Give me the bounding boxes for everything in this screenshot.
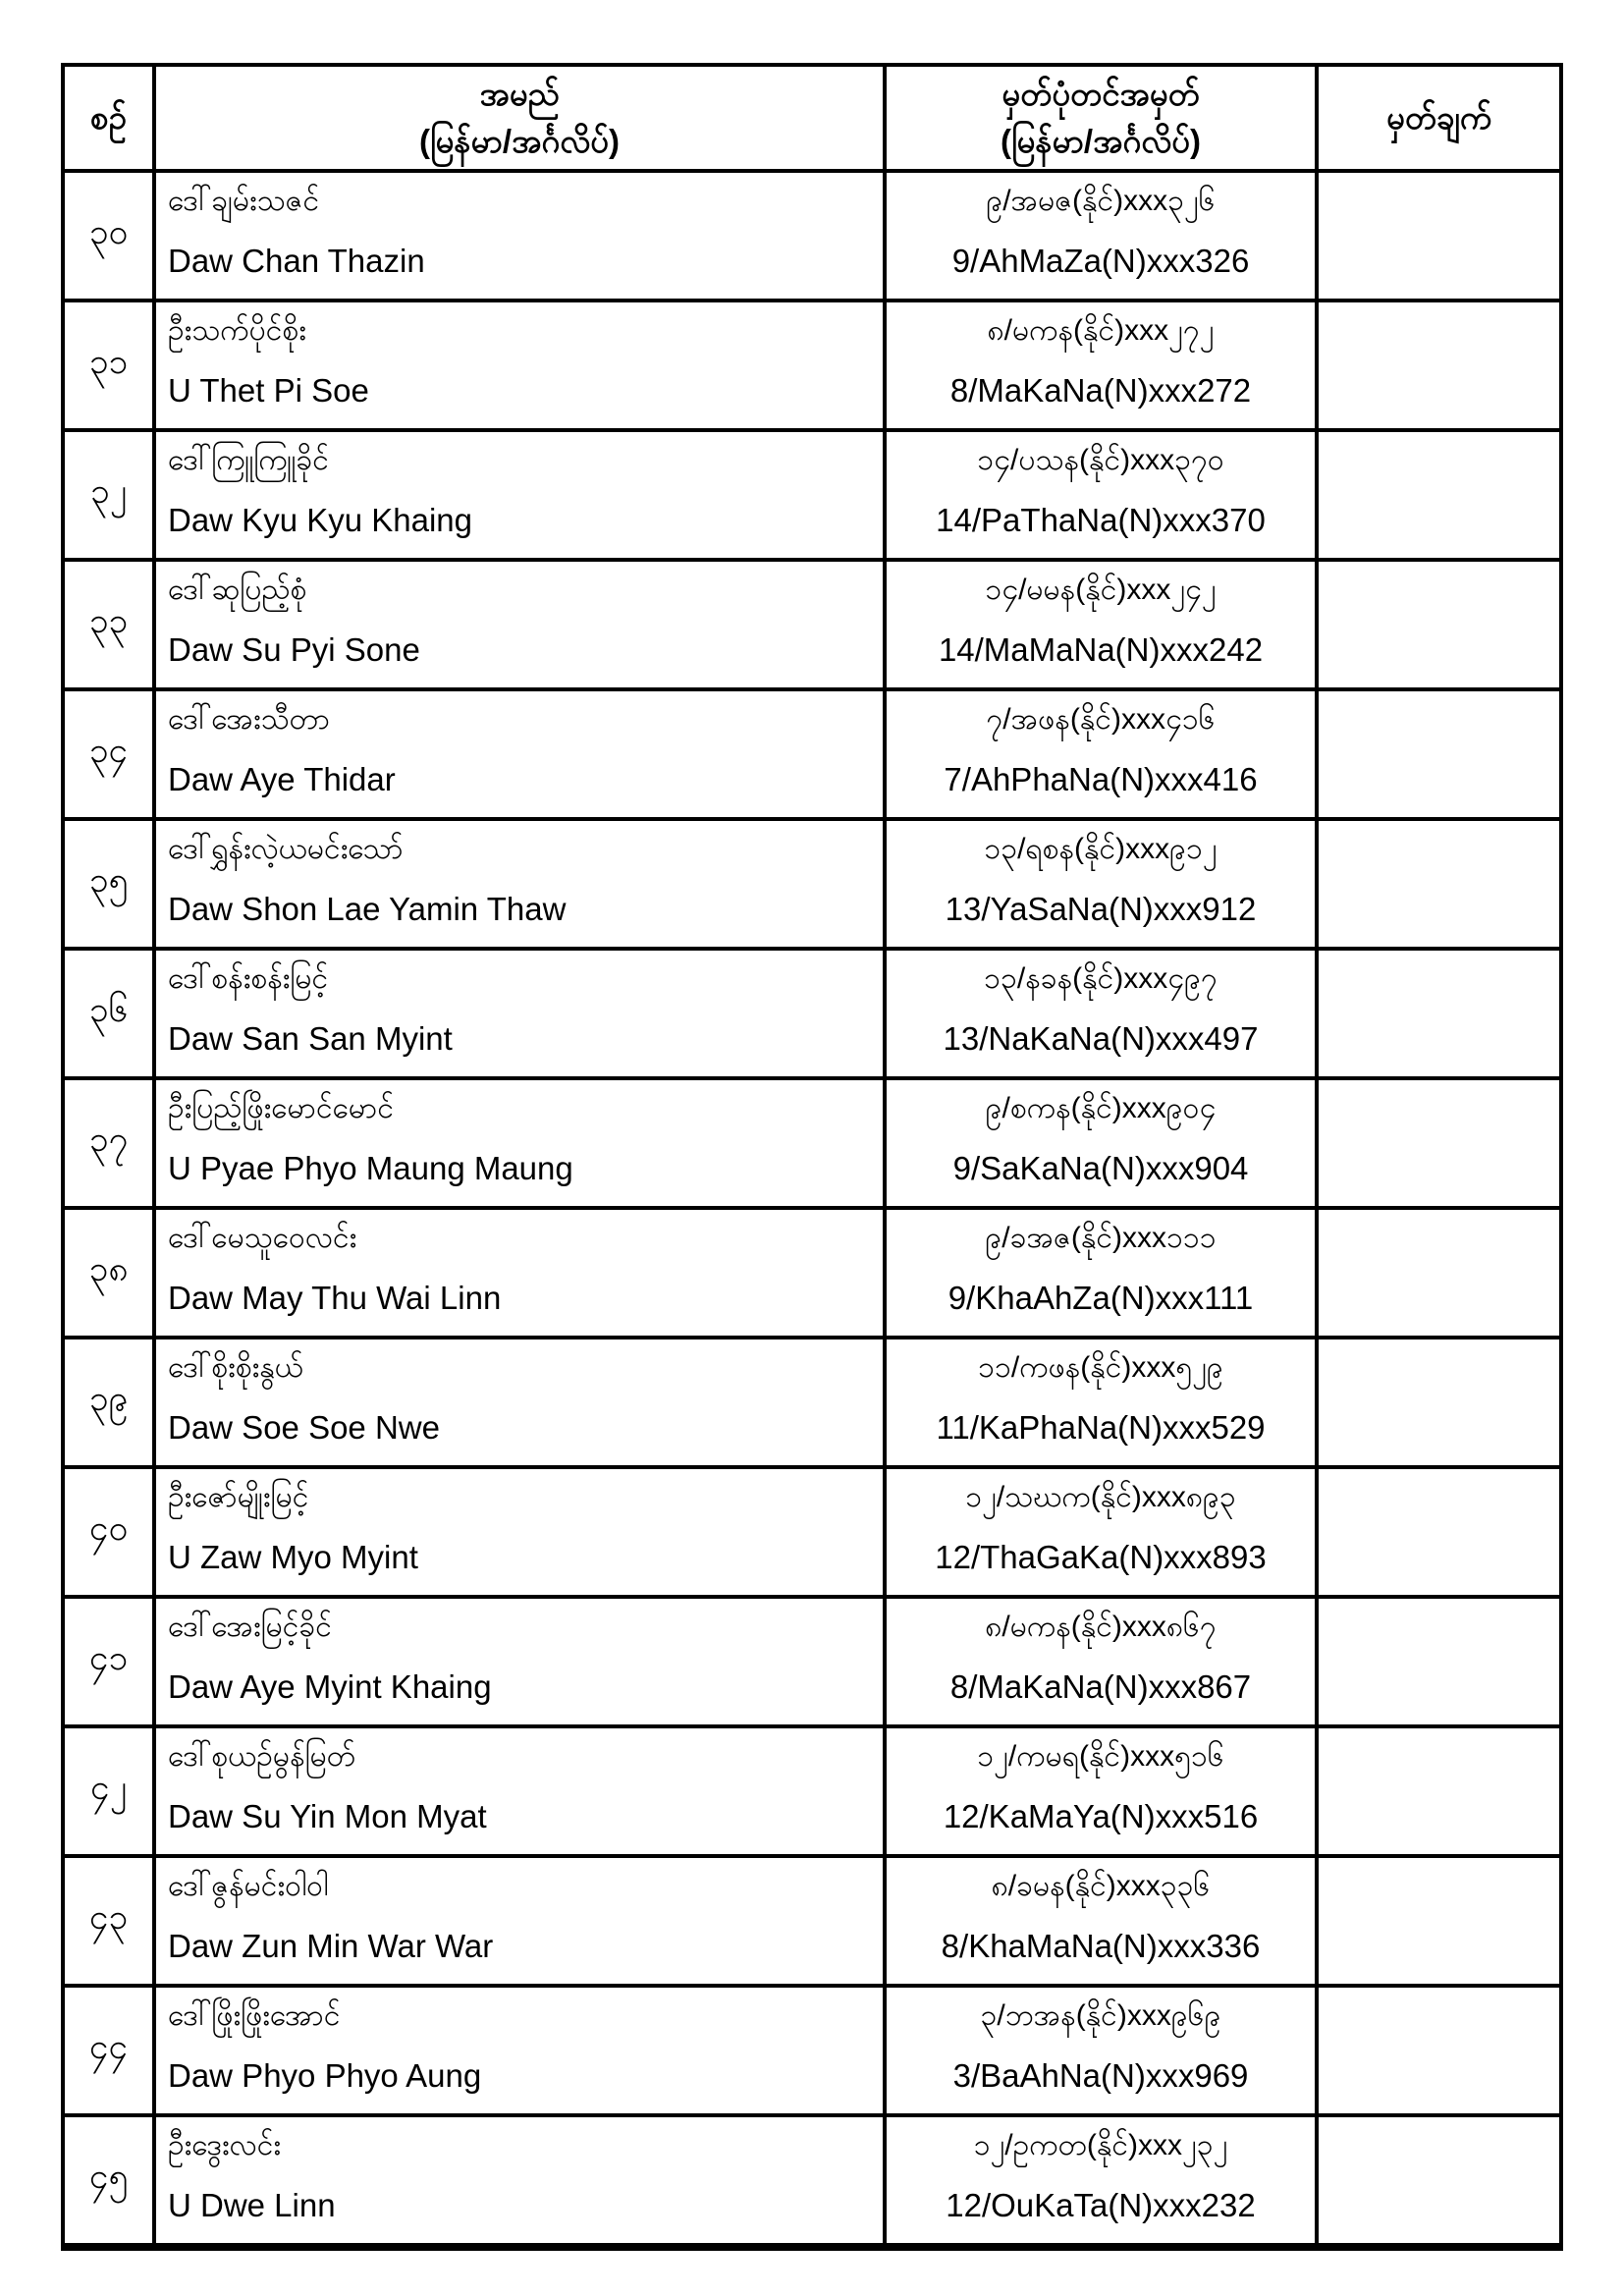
row-name-cell: [156, 562, 887, 691]
name-myanmar: ဒေါ်ဆုပြည့်စုံ: [168, 574, 307, 606]
name-myanmar: ဦးဒွေးလင်း: [168, 2129, 282, 2161]
registration-myanmar: ၈/ခမန(နိုင်)xxx၃၃၆: [991, 1870, 1211, 1902]
registration-english: 13/NaKaNa(N)xxx497: [943, 1020, 1259, 1058]
name-english: Daw Kyu Kyu Khaing: [168, 502, 473, 539]
row-name-cell: [156, 1339, 887, 1469]
row-serial-number: ၄၄: [88, 2028, 129, 2066]
name-myanmar: ဒေါ်ရွှန်းလဲ့ယမင်းသော်: [168, 833, 404, 865]
registration-english: 8/MaKaNa(N)xxx272: [949, 372, 1252, 410]
row-remark-cell: [1319, 173, 1559, 302]
registration-myanmar: ၁၃/ရစန(နိုင်)xxx၉၁၂: [984, 833, 1218, 865]
row-name-cell: [156, 173, 887, 302]
row-serial-number: ၃၄: [88, 732, 129, 770]
row-serial-cell: [65, 951, 156, 1080]
row-registration-cell: [887, 1728, 1319, 1858]
registration-myanmar: ၁၂/ဥကတ(နိုင်)xxx၂၃၂: [973, 2129, 1228, 2161]
row-name-cell: [156, 1988, 887, 2117]
header-remark: [1319, 67, 1559, 173]
header-remark-label: မှတ်ချက်: [1385, 99, 1492, 137]
name-myanmar: ဦးဇော်မျိုးမြင့်: [168, 1481, 309, 1513]
header-serial-label: စဉ်: [90, 99, 127, 137]
name-english: Daw Zun Min War War: [168, 1928, 494, 1965]
row-registration-cell: [887, 821, 1319, 951]
row-name-cell: [156, 302, 887, 432]
row-serial-number: ၃၈: [88, 1250, 129, 1288]
row-registration-cell: [887, 1988, 1319, 2117]
header-registration-line1: မှတ်ပုံတင်အမှတ်: [1001, 76, 1200, 113]
row-registration-cell: [887, 562, 1319, 691]
row-serial-cell: [65, 1858, 156, 1988]
header-serial: [65, 67, 156, 173]
row-name-cell: [156, 432, 887, 562]
name-myanmar: ဒေါ်မေသူဝေလင်း: [168, 1222, 357, 1254]
registration-myanmar: ၉/ခအဇ(နိုင်)xxx၁၁၁: [985, 1222, 1217, 1254]
row-serial-number: ၄၁: [88, 1639, 129, 1677]
row-remark-cell: [1319, 1469, 1559, 1599]
header-registration-number: [887, 67, 1319, 173]
row-registration-cell: [887, 1339, 1319, 1469]
header-registration-line2: (မြန်မာ/အင်္ဂလိပ်): [1001, 123, 1201, 159]
row-remark-cell: [1319, 1988, 1559, 2117]
name-english: U Pyae Phyo Maung Maung: [168, 1150, 573, 1187]
row-registration-cell: [887, 691, 1319, 821]
row-serial-number: ၃၅: [88, 861, 129, 900]
registration-english: 13/YaSaNa(N)xxx912: [945, 891, 1257, 928]
registration-english: 7/AhPhaNa(N)xxx416: [944, 761, 1258, 798]
header-name: [156, 67, 887, 173]
name-english: Daw San San Myint: [168, 1020, 453, 1058]
name-english: U Dwe Linn: [168, 2187, 336, 2224]
row-serial-cell: [65, 562, 156, 691]
row-serial-number: ၃၃: [88, 602, 129, 640]
name-english: Daw Su Yin Mon Myat: [168, 1798, 487, 1835]
row-registration-cell: [887, 1080, 1319, 1210]
registration-myanmar: ၁၃/နခန(နိုင်)xxx၄၉၇: [984, 962, 1218, 995]
row-serial-cell: [65, 1210, 156, 1339]
row-name-cell: [156, 1599, 887, 1728]
row-serial-cell: [65, 821, 156, 951]
name-myanmar: ဒေါ်စန်းစန်းမြင့်: [168, 962, 329, 995]
row-remark-cell: [1319, 951, 1559, 1080]
row-name-cell: [156, 821, 887, 951]
row-remark-cell: [1319, 1858, 1559, 1988]
row-name-cell: [156, 1210, 887, 1339]
row-name-cell: [156, 951, 887, 1080]
name-myanmar: ဒေါ်ကြူကြူခိုင်: [168, 444, 329, 476]
name-myanmar: ဒေါ်စိုးစိုးနွယ်: [168, 1351, 303, 1384]
name-english: Daw Phyo Phyo Aung: [168, 2057, 482, 2095]
name-english: U Zaw Myo Myint: [168, 1539, 418, 1576]
header-name-line2: (မြန်မာ/အင်္ဂလိပ်): [419, 123, 620, 159]
row-serial-number: ၄၂: [90, 1769, 127, 1807]
registration-english: 9/KhaAhZa(N)xxx111: [947, 1280, 1254, 1317]
row-remark-cell: [1319, 1599, 1559, 1728]
registration-myanmar: ၃/ဘအန(နိုင်)xxx၉၆၉: [980, 1999, 1221, 2032]
row-serial-cell: [65, 302, 156, 432]
name-english: Daw Soe Soe Nwe: [168, 1409, 440, 1447]
row-serial-number: ၃၉: [88, 1380, 129, 1418]
name-english: Daw Aye Myint Khaing: [168, 1668, 492, 1706]
row-serial-number: ၃၂: [90, 472, 127, 511]
registration-myanmar: ၁၂/သဃက(နိုင်)xxx၈၉၃: [965, 1481, 1236, 1513]
registration-myanmar: ၁၂/ကမရ(နိုင်)xxx၅၁၆: [977, 1740, 1224, 1773]
header-name-line1: အမည်: [479, 76, 560, 113]
name-myanmar: ဦးပြည့်ဖြိုးမောင်မောင်: [168, 1092, 395, 1124]
row-registration-cell: [887, 951, 1319, 1080]
name-myanmar: ဦးသက်ပိုင်စိုး: [168, 314, 306, 347]
row-remark-cell: [1319, 1339, 1559, 1469]
row-serial-cell: [65, 1988, 156, 2117]
registration-myanmar: ၁၁/ကဖန(နိုင်)xxx၅၂၉: [978, 1351, 1223, 1384]
row-remark-cell: [1319, 1210, 1559, 1339]
row-remark-cell: [1319, 562, 1559, 691]
registration-english: 8/MaKaNa(N)xxx867: [949, 1668, 1252, 1706]
registration-myanmar: ၈/မကန(နိုင်)xxx၈၆၇: [985, 1611, 1217, 1643]
row-registration-cell: [887, 173, 1319, 302]
row-serial-cell: [65, 1469, 156, 1599]
row-name-cell: [156, 1469, 887, 1599]
row-name-cell: [156, 2117, 887, 2247]
row-serial-number: ၃၆: [88, 991, 129, 1029]
row-name-cell: [156, 1728, 887, 1858]
row-registration-cell: [887, 432, 1319, 562]
row-serial-cell: [65, 1599, 156, 1728]
row-name-cell: [156, 1858, 887, 1988]
row-remark-cell: [1319, 691, 1559, 821]
registration-english: 12/KaMaYa(N)xxx516: [943, 1798, 1259, 1835]
row-serial-number: ၄၅: [88, 2158, 129, 2196]
row-registration-cell: [887, 302, 1319, 432]
row-remark-cell: [1319, 432, 1559, 562]
registration-english: 3/BaAhNa(N)xxx969: [952, 2057, 1249, 2095]
registration-english: 12/ThaGaKa(N)xxx893: [935, 1539, 1267, 1576]
registration-myanmar: ၉/စကန(နိုင်)xxx၉၀၄: [985, 1092, 1217, 1124]
row-remark-cell: [1319, 1728, 1559, 1858]
row-serial-cell: [65, 2117, 156, 2247]
row-serial-number: ၃၇: [88, 1121, 129, 1159]
row-serial-cell: [65, 1339, 156, 1469]
name-english: Daw Shon Lae Yamin Thaw: [168, 891, 567, 928]
row-serial-cell: [65, 432, 156, 562]
row-serial-number: ၃၀: [88, 213, 129, 251]
row-registration-cell: [887, 1469, 1319, 1599]
row-serial-cell: [65, 691, 156, 821]
row-serial-number: ၄၃: [88, 1898, 129, 1937]
row-serial-number: ၃၁: [88, 343, 129, 381]
name-myanmar: ဒေါ်ဖြိုးဖြိုးအောင်: [168, 1999, 341, 2032]
name-myanmar: ဒေါ်ချမ်းသဇင်: [168, 185, 320, 217]
row-registration-cell: [887, 1210, 1319, 1339]
row-serial-number: ၄၀: [88, 1509, 129, 1548]
name-english: Daw Aye Thidar: [168, 761, 396, 798]
registration-myanmar: ၈/မကန(နိုင်)xxx၂၇၂: [987, 314, 1215, 347]
row-name-cell: [156, 691, 887, 821]
row-registration-cell: [887, 1599, 1319, 1728]
registration-english: 14/MaMaNa(N)xxx242: [938, 631, 1264, 669]
name-english: U Thet Pi Soe: [168, 372, 369, 410]
row-remark-cell: [1319, 821, 1559, 951]
registration-myanmar: ၇/အဖန(နိုင်)xxx၄၁၆: [986, 703, 1216, 736]
row-remark-cell: [1319, 2117, 1559, 2247]
name-myanmar: ဒေါ်ဇွန်မင်းဝါဝါ: [168, 1870, 329, 1902]
registration-english: 14/PaThaNa(N)xxx370: [936, 502, 1266, 539]
row-name-cell: [156, 1080, 887, 1210]
row-serial-cell: [65, 173, 156, 302]
name-english: Daw Chan Thazin: [168, 243, 425, 280]
registration-english: 9/AhMaZa(N)xxx326: [951, 243, 1250, 280]
row-serial-cell: [65, 1728, 156, 1858]
row-serial-cell: [65, 1080, 156, 1210]
name-english: Daw May Thu Wai Linn: [168, 1280, 502, 1317]
name-myanmar: ဒေါ်စုယဉ်မွန်မြတ်: [168, 1740, 355, 1773]
row-registration-cell: [887, 1858, 1319, 1988]
row-registration-cell: [887, 2117, 1319, 2247]
row-remark-cell: [1319, 302, 1559, 432]
registration-table: [61, 63, 1563, 2251]
name-myanmar: ဒေါ်အေးသီတာ: [168, 703, 331, 736]
registration-english: 11/KaPhaNa(N)xxx529: [936, 1409, 1266, 1447]
name-english: Daw Su Pyi Sone: [168, 631, 420, 669]
name-myanmar: ဒေါ်အေးမြင့်ခိုင်: [168, 1611, 332, 1643]
row-remark-cell: [1319, 1080, 1559, 1210]
registration-english: 12/OuKaTa(N)xxx232: [946, 2187, 1256, 2224]
registration-english: 8/KhaMaNa(N)xxx336: [941, 1928, 1261, 1965]
registration-english: 9/SaKaNa(N)xxx904: [952, 1150, 1249, 1187]
registration-myanmar: ၁၄/မမန(နိုင်)xxx၂၄၂: [985, 574, 1217, 606]
registration-myanmar: ၁၄/ပသန(နိုင်)xxx၃၇၀: [977, 444, 1224, 476]
registration-myanmar: ၉/အမဇ(နိုင်)xxx၃၂၆: [986, 185, 1216, 217]
